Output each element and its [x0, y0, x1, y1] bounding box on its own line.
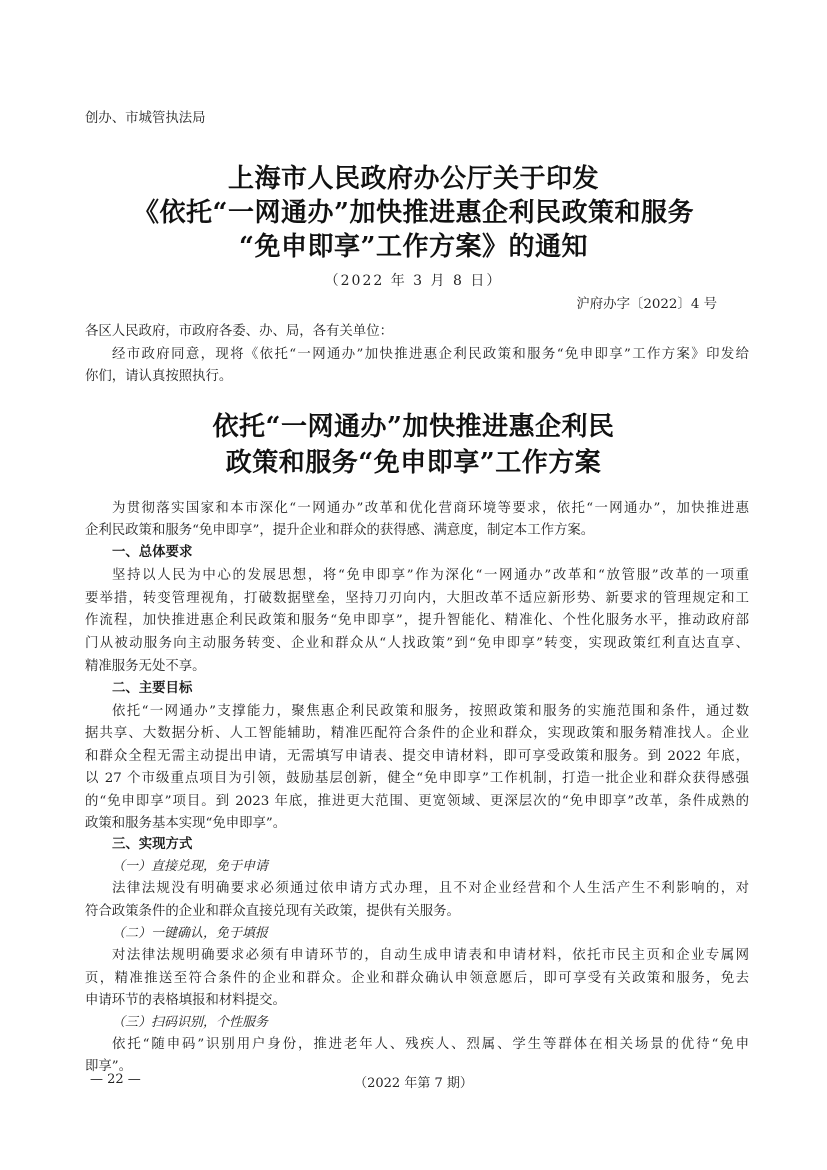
sub2-line: 页，精准推送至符合条件的企业和群众。企业和群众确认申领意愿后，即可享受有关政策和服务，免去	[85, 971, 749, 986]
plan-title-line-1: 依托“一网通办”加快推进惠企利民	[212, 412, 615, 442]
intro-line: 为贯彻落实国家和本市深化“一网通办”改革和优化营商环境等要求，依托“一网通办”，加快推进惠	[112, 501, 749, 516]
section2-line: 政策和服务基本实现“免申即享”。	[85, 816, 287, 831]
recipients: 各区人民政府，市政府各委、办、局，各有关单位：	[85, 324, 393, 339]
section2-line: 据共享、大数据分析、人工智能辅助，精准匹配符合条件的企业和群众，实现政策和服务精准找人。企业	[85, 726, 749, 741]
issue-label: （2022 年第 7 期）	[354, 1076, 473, 1091]
page-number: — 22 —	[90, 1072, 141, 1087]
notice-title-line-2: 《依托“一网通办”加快推进惠企利民政策和服务	[133, 198, 694, 228]
sub1-line: 符合政策条件的企业和群众直接兑现有关政策，提供有关服务。	[85, 904, 460, 919]
subsection-heading-2: （二）一键确认，免于填报	[112, 926, 269, 941]
section2-line: 以 27 个市级重点项目为引领，鼓励基层创新，健全“免申即享”工作机制，打造一批企业和群众获得感强	[85, 771, 749, 786]
section-heading-2: 二、主要目标	[112, 681, 193, 696]
notice-title-line-1: 上海市人民政府办公厅关于印发	[227, 164, 599, 194]
section2-line: 和群众全程无需主动提出申请，无需填写申请表、提交申请材料，即可享受政策和服务。到 2022 年底，	[85, 749, 749, 764]
section1-line: 作流程，加快推进惠企利民政策和服务“免申即享”，提升智能化、精准化、个性化服务水平，推动政府部	[85, 613, 749, 628]
section1-line: 门从被动服务向主动服务转变、企业和群众从“人找政策”到“免申即享”转变，实现政策红利直达直享、	[85, 636, 749, 651]
notice-title-line-3: “免申即享”工作方案》的通知	[239, 232, 588, 262]
intro-line: 企利民政策和服务“免申即享”，提升企业和群众的获得感、满意度，制定本工作方案。	[85, 523, 595, 538]
section-heading-1: 一、总体要求	[112, 545, 193, 560]
header-note: 创办、市城管执法局	[85, 111, 206, 126]
section2-line: 的“免申即享”项目。到 2023 年底，推进更大范围、更宽领域、更深层次的“免申即享”改革，条件成熟的	[85, 794, 749, 809]
sub1-line: 法律法规没有明确要求必须通过依申请方式办理，且不对企业经营和个人生活产生不利影响的，对	[112, 881, 749, 896]
sub3-line: 依托“随申码”识别用户身份，推进老年人、残疾人、烈属、学生等群体在相关场景的优待“免申	[112, 1037, 749, 1052]
section-heading-3: 三、实现方式	[112, 837, 193, 852]
notice-body-line: 经市政府同意，现将《依托“一网通办”加快推进惠企利民政策和服务“免申即享”工作方案》印发给	[112, 347, 749, 362]
plan-title-line-2: 政策和服务“免申即享”工作方案	[225, 448, 602, 478]
section2-line: 依托“一网通办”支撑能力，聚焦惠企利民政策和服务，按照政策和服务的实施范围和条件，通过数	[112, 704, 749, 719]
notice-date: （2022 年 3 月 8 日）	[324, 273, 503, 289]
sub2-line: 申请环节的表格填报和材料提交。	[85, 993, 286, 1008]
section1-line: 坚持以人民为中心的发展思想，将“免申即享”作为深化“一网通办”改革和“放管服”改革的一项重	[112, 568, 749, 583]
notice-body-line: 你们，请认真按照执行。	[85, 369, 233, 384]
subsection-heading-3: （三）扫码识别，个性服务	[112, 1015, 269, 1030]
doc-number: 沪府办字〔2022〕4 号	[576, 297, 717, 312]
section1-line: 精准服务无处不享。	[85, 659, 206, 674]
section1-line: 要举措，转变管理视角，打破数据壁垒，坚持刀刃向内，大胆改革不适应新形势、新要求的管理规定和工	[85, 591, 749, 606]
sub2-line: 对法律法规明确要求必须有申请环节的，自动生成申请表和申请材料，依托市民主页和企业专属网	[112, 948, 749, 963]
sub3-line: 即享”。	[85, 1059, 133, 1074]
subsection-heading-1: （一）直接兑现，免于申请	[112, 859, 269, 874]
